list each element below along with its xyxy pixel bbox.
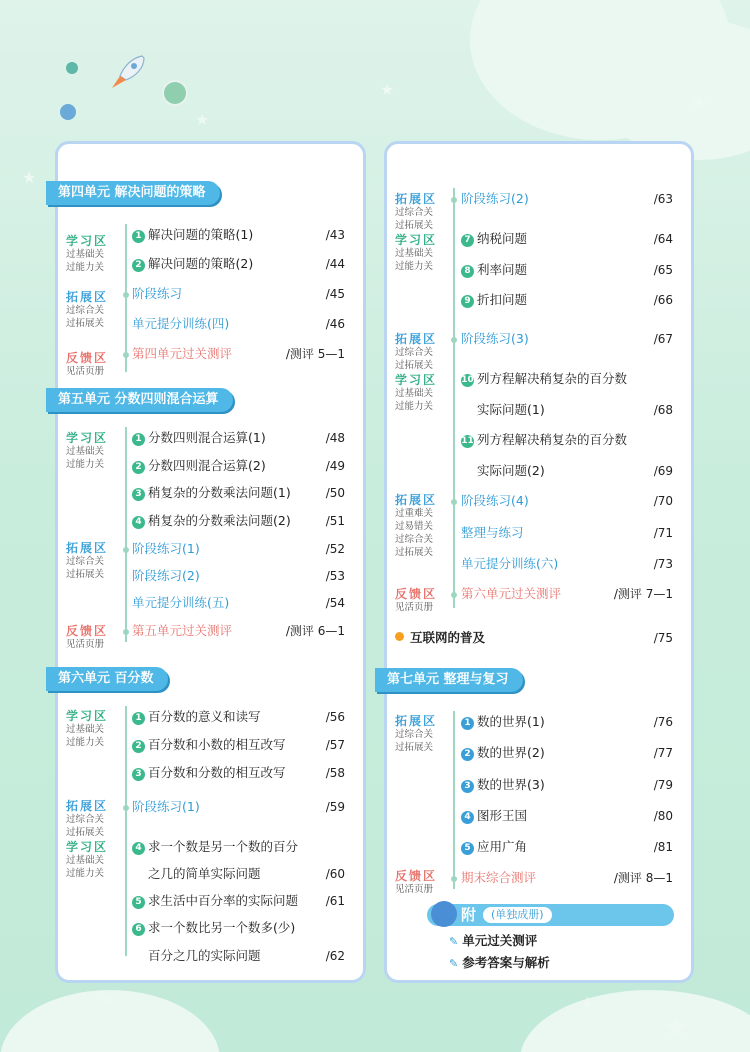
toc-entry-continued[interactable]: 百分之几的实际问题 [148,948,261,963]
zone-name: 拓展区 [66,799,109,813]
zone-name: 拓展区 [395,714,438,728]
zone-name: 反馈区 [66,351,109,365]
zone-sub: 过综合关 [395,347,434,358]
toc-entry[interactable] [132,706,261,728]
toc-entry[interactable]: 期末综合测评 [461,870,537,885]
zone-sub: 过能力关 [66,262,105,273]
unit6-study-zone [66,709,128,749]
entry-title: 纳税问题 [477,231,528,246]
zone-sub: 过能力关 [66,868,105,879]
entry-title: 解决问题的策略(1) [148,227,254,242]
page-number: /62 [325,949,345,963]
toc-entry[interactable] [132,482,291,504]
zone-name: 拓展区 [395,192,438,206]
zone-sub: 过基础关 [66,249,105,260]
page-number: /79 [653,778,673,792]
toc-entry[interactable]: 单元提分训练(六) [461,556,559,571]
page-number: /73 [653,557,673,571]
entry-title: 稍复杂的分数乘法问题(2) [148,513,291,528]
zone-sub: 过拓展关 [395,547,434,558]
timeline-line [453,711,455,889]
unit4-feedback-zone [66,351,128,378]
lesson-number-badge: 4 [132,516,145,529]
page-number: /68 [653,403,673,417]
star-icon: ★ [665,1013,689,1043]
page-number: /46 [325,317,345,331]
zone-sub: 过能力关 [66,459,105,470]
lesson-number-badge: 1 [132,433,145,446]
timeline-dot [123,805,129,811]
page-number: /测评 6—1 [285,624,345,638]
entry-title: 求一个数是另一个数的百分 [148,839,299,854]
appendix-item-label: 参考答案与解析 [462,955,550,970]
page-number: /63 [653,192,673,206]
entry-title: 数的世界(2) [477,745,545,760]
toc-entry-continued[interactable]: 实际问题(2) [477,463,545,478]
appendix-subtitle: (单独成册) [483,907,552,923]
unit7-feedback-zone [395,869,457,896]
appendix-title: 附 [461,906,477,924]
entry-title: 数的世界(3) [477,777,545,792]
zone-name: 反馈区 [395,587,438,601]
timeline-dot [451,499,457,505]
zone-sub: 过能力关 [395,401,434,412]
unit6-title-banner: 第六单元 百分数 [46,667,168,691]
toc-entry[interactable] [132,427,266,449]
zone-name: 学习区 [66,431,109,445]
timeline-dot [123,292,129,298]
zone-sub: 过综合关 [66,814,105,825]
toc-entry[interactable]: 整理与练习 [461,525,524,540]
page-number: /65 [653,263,673,277]
zone-sub: 过基础关 [395,388,434,399]
page-number: /67 [653,332,673,346]
zone-name: 拓展区 [395,332,438,346]
page-number: /43 [325,228,345,242]
timeline-dot [451,197,457,203]
toc-entry[interactable] [461,774,545,796]
zone-sub: 过基础关 [395,248,434,259]
entry-title: 解决问题的策略(2) [148,256,254,271]
entry-title: 利率问题 [477,262,528,277]
page-number: /64 [653,232,673,246]
zone-sub: 过拓展关 [395,742,434,753]
unit6-expand-zone [66,799,128,839]
page-number: /71 [653,526,673,540]
page-number: /53 [325,569,345,583]
star-icon: ★ [100,990,115,1009]
lesson-number-badge: 3 [132,768,145,781]
right-toc-panel [384,141,694,983]
toc-entry[interactable] [461,368,627,390]
page-number: /50 [325,486,345,500]
star-icon: ★ [195,110,210,129]
toc-entry[interactable] [461,711,545,733]
background-cloud [520,990,750,1052]
timeline-dot [123,547,129,553]
toc-entry-continued[interactable]: 实际问题(1) [477,402,545,417]
toc-entry[interactable] [461,228,527,250]
entry-title: 百分数和小数的相互改写 [148,737,286,752]
zone-name: 学习区 [395,233,438,247]
lesson-number-badge: 2 [132,461,145,474]
lesson-number-badge: 1 [132,230,145,243]
page-number: /70 [653,494,673,508]
toc-entry[interactable] [461,805,527,827]
lesson-number-badge: 3 [461,780,474,793]
zone-sub: 见活页册 [395,884,434,895]
entry-title: 互联网的普及 [410,630,486,645]
entry-title: 列方程解决稍复杂的百分数 [477,371,628,386]
lesson-number-badge: 2 [132,740,145,753]
zone-sub: 过能力关 [395,261,434,272]
unit4-study-zone [66,234,128,274]
toc-entry[interactable]: 阶段练习(1) [132,799,200,814]
zone-sub: 过拓展关 [66,569,105,580]
toc-entry[interactable]: 第四单元过关测评 [132,346,233,361]
expand-zone [395,192,457,232]
toc-entry[interactable] [132,510,291,532]
rocket-icon [106,52,148,92]
page-number: /66 [653,293,673,307]
pencil-icon: ✎ [449,935,459,948]
study-zone [395,373,457,413]
entry-title: 百分数的意义和读写 [148,709,261,724]
entry-title: 列方程解决稍复杂的百分数 [477,432,628,447]
page-number: /60 [325,867,345,881]
toc-entry[interactable]: 阶段练习 [132,286,183,301]
zone-sub: 过能力关 [66,737,105,748]
page-number: /58 [325,766,345,780]
timeline-dot [451,876,457,882]
zone-sub: 见活页册 [395,602,434,613]
zone-sub: 过基础关 [66,446,105,457]
toc-entry[interactable] [132,890,298,912]
zone-sub: 过综合关 [395,534,434,545]
page-number: /48 [325,431,345,445]
page-number: /测评 5—1 [285,347,345,361]
unit5-study-zone [66,431,128,471]
lesson-number-badge: 4 [132,842,145,855]
timeline-dot [451,337,457,343]
lesson-number-badge: 3 [132,488,145,501]
toc-entry[interactable] [132,253,253,275]
toc-entry[interactable] [461,259,527,281]
entry-title: 分数四则混合运算(2) [148,458,266,473]
zone-sub: 过综合关 [395,207,434,218]
timeline-dot [451,592,457,598]
unit7-title-banner: 第七单元 整理与复习 [375,668,523,692]
toc-entry[interactable] [132,455,266,477]
toc-entry[interactable] [461,289,527,311]
zone-name: 学习区 [66,840,109,854]
unit4-expand-zone [66,290,128,330]
lesson-number-badge: 1 [132,712,145,725]
lesson-number-badge: 10 [461,375,474,385]
entry-title: 稍复杂的分数乘法问题(1) [148,485,291,500]
unit4-title-banner: 第四单元 解决问题的策略 [46,181,220,205]
page-number: /测评 7—1 [613,587,673,601]
zone-sub: 过重难关 [395,508,434,519]
zone-sub: 过基础关 [66,724,105,735]
zone-sub: 见活页册 [66,366,105,377]
zone-name: 反馈区 [66,624,109,638]
entry-title: 图形王国 [477,808,528,823]
timeline-dot [123,629,129,635]
zone-sub: 过综合关 [395,729,434,740]
planet-icon [60,104,76,120]
feedback-zone [395,587,457,614]
page-number: /59 [325,800,345,814]
entry-title: 折扣问题 [477,292,528,307]
page-number: /45 [325,287,345,301]
zone-sub: 过易错关 [395,521,434,532]
page-number: /75 [653,631,673,645]
lesson-number-badge: 6 [132,923,145,936]
unit5-title-banner: 第五单元 分数四则混合运算 [46,388,233,412]
zone-name: 拓展区 [66,541,109,555]
lesson-number-badge: 2 [461,748,474,761]
lesson-number-badge: 5 [461,842,474,855]
page-number: /69 [653,464,673,478]
page-number: /76 [653,715,673,729]
page-number: /51 [325,514,345,528]
lesson-number-badge: 4 [461,811,474,824]
page-number: /80 [653,809,673,823]
page-number: /49 [325,459,345,473]
toc-entry[interactable]: 阶段练习(3) [461,331,529,346]
planet-icon [164,82,186,104]
lesson-number-badge: 1 [461,717,474,730]
page-number: /44 [325,257,345,271]
rocket-icon [431,901,457,927]
entry-title: 求一个数比另一个数多(少) [148,920,296,935]
toc-entry[interactable] [132,224,253,246]
zone-sub: 过拓展关 [395,360,434,371]
page-number: /56 [325,710,345,724]
entry-title: 分数四则混合运算(1) [148,430,266,445]
timeline-line [125,427,127,642]
zone-name: 学习区 [66,234,109,248]
zone-sub: 见活页册 [66,639,105,650]
zone-sub: 过综合关 [66,305,105,316]
expand-zone [395,493,457,559]
reading-entry[interactable] [395,627,485,649]
zone-name: 拓展区 [395,493,438,507]
star-icon: ★ [580,993,595,1012]
appendix-item[interactable] [449,954,550,973]
zone-sub: 过综合关 [66,556,105,567]
zone-sub: 过拓展关 [395,220,434,231]
star-icon: ★ [22,168,37,187]
star-icon: ★ [380,80,395,99]
toc-entry[interactable]: 阶段练习(4) [461,493,529,508]
page-number: /81 [653,840,673,854]
page-number: /52 [325,542,345,556]
toc-entry[interactable] [461,429,627,451]
zone-sub: 过拓展关 [66,318,105,329]
entry-title: 数的世界(1) [477,714,545,729]
bullet-dot-icon [395,632,404,641]
lesson-number-badge: 2 [132,259,145,272]
toc-entry-continued[interactable]: 之几的简单实际问题 [148,866,261,881]
toc-entry[interactable] [132,734,286,756]
toc-entry[interactable] [132,762,286,784]
zone-name: 拓展区 [66,290,109,304]
planet-icon [66,62,78,74]
unit5-expand-zone [66,541,128,581]
zone-sub: 过基础关 [66,855,105,866]
toc-entry[interactable]: 阶段练习(1) [132,541,200,556]
left-toc-panel [55,141,366,983]
page-number: /57 [325,738,345,752]
timeline-line [453,188,455,608]
pencil-icon: ✎ [449,957,459,970]
zone-sub: 过拓展关 [66,827,105,838]
unit5-feedback-zone [66,624,128,651]
timeline-line [125,706,127,956]
study-zone [395,233,457,273]
toc-entry[interactable]: 阶段练习(2) [132,568,200,583]
page-number: /测评 8—1 [613,871,673,885]
appendix-item-label: 单元过关测评 [462,933,538,948]
lesson-number-badge: 8 [461,265,474,278]
zone-name: 反馈区 [395,869,438,883]
toc-entry[interactable] [132,917,295,939]
unit7-expand-zone [395,714,457,754]
timeline-dot [123,352,129,358]
toc-entry[interactable]: 第五单元过关测评 [132,623,233,638]
zone-name: 学习区 [66,709,109,723]
expand-zone [395,332,457,372]
toc-entry[interactable]: 阶段练习(2) [461,191,529,206]
toc-entry[interactable] [132,836,298,858]
toc-entry[interactable] [461,836,527,858]
lesson-number-badge: 11 [461,436,474,446]
entry-title: 求生活中百分率的实际问题 [148,893,299,908]
entry-title: 百分数和分数的相互改写 [148,765,286,780]
page-number: /54 [325,596,345,610]
timeline-line [125,224,127,372]
lesson-number-badge: 5 [132,896,145,909]
toc-entry[interactable] [461,742,545,764]
entry-title: 应用广角 [477,839,528,854]
toc-entry[interactable]: 单元提分训练(五) [132,595,230,610]
lesson-number-badge: 7 [461,234,474,247]
star-icon: ★ [690,90,708,114]
appendix-item[interactable] [449,932,537,951]
page-number: /77 [653,746,673,760]
unit6-study-zone-2 [66,840,128,880]
page-number: /61 [325,894,345,908]
lesson-number-badge: 9 [461,295,474,308]
toc-entry[interactable]: 单元提分训练(四) [132,316,230,331]
toc-entry[interactable]: 第六单元过关测评 [461,586,562,601]
zone-name: 学习区 [395,373,438,387]
